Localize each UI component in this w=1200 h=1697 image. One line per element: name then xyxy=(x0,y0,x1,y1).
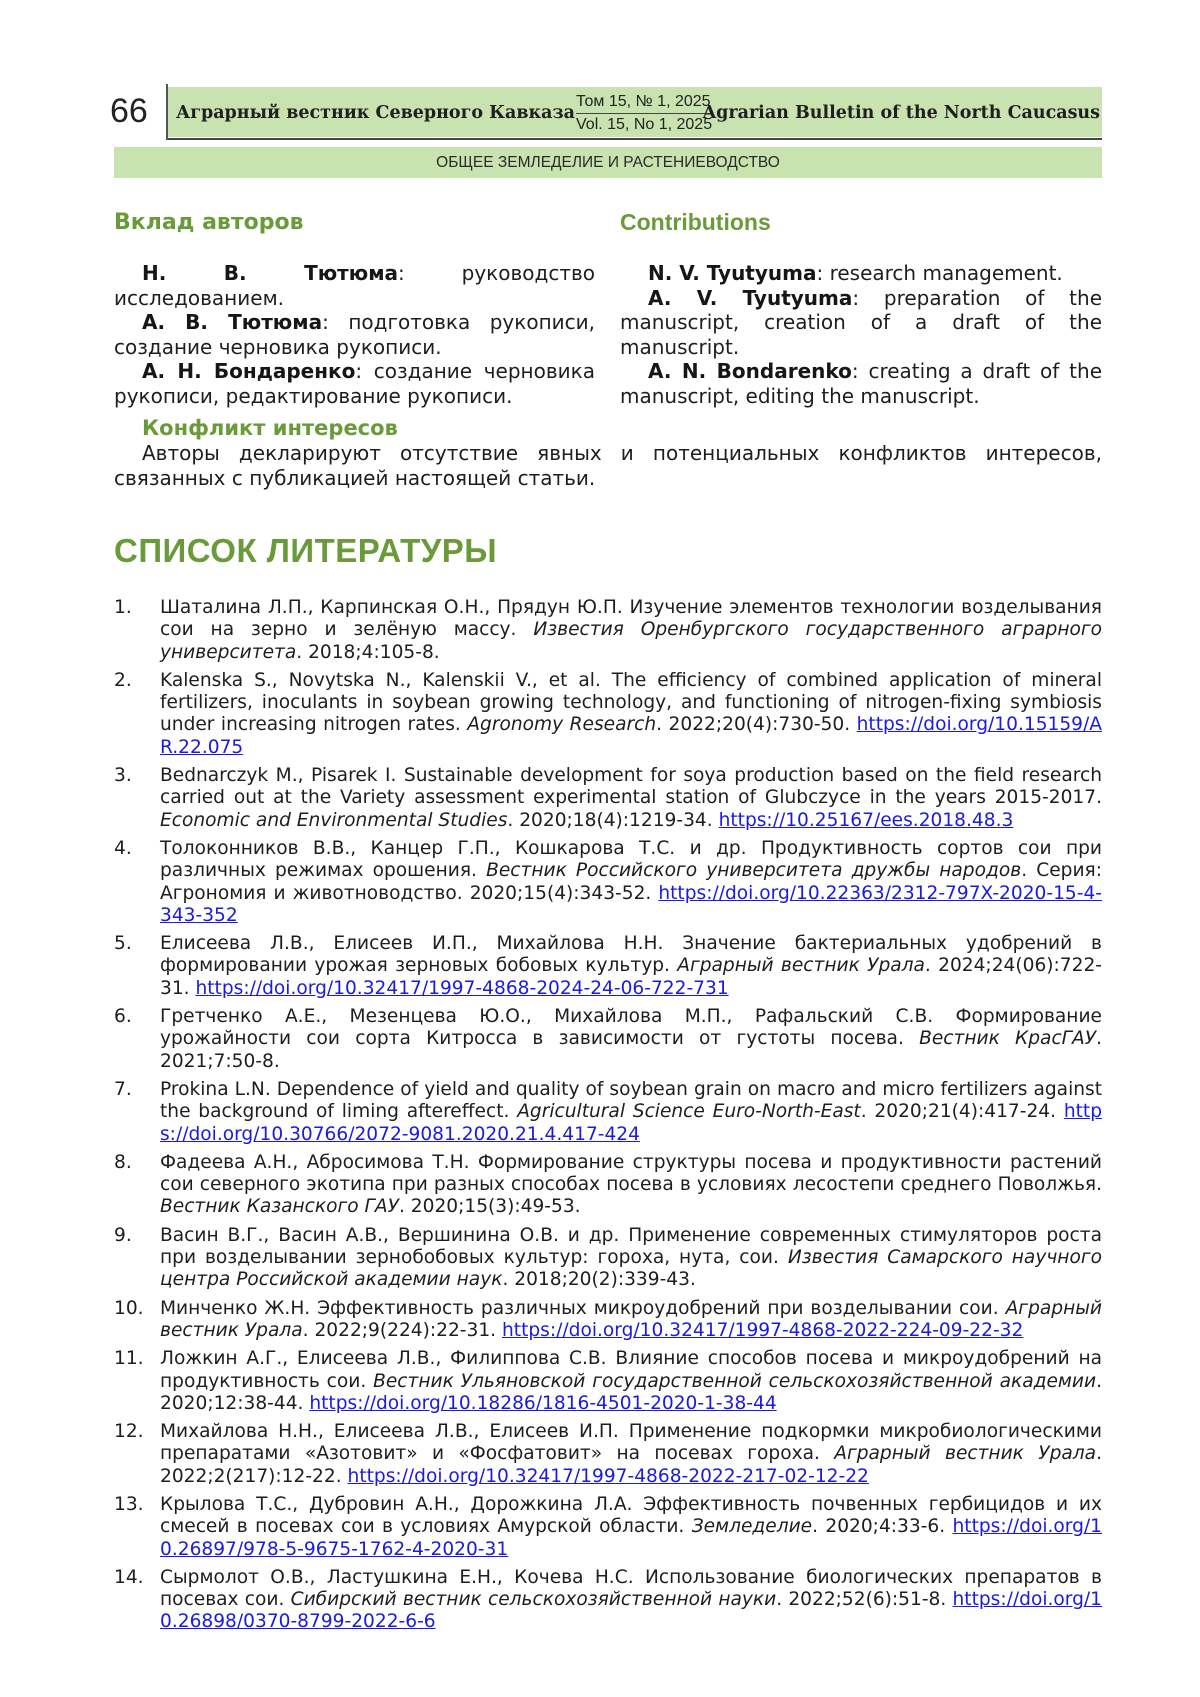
reference-details: . 2022;20(4):730-50. xyxy=(656,714,857,736)
reference-journal: Аграрный вестник Урала xyxy=(160,1297,1102,1341)
reference-authors-title: Bednarczyk M., Pisarek I. Sustainable development for soya production based on the field research carried out at the Variety assessment experimental station of Glubczyce in the years 2015-2017. xyxy=(160,765,1102,809)
reference-details: . 2020;21(4):417-24. xyxy=(860,1101,1064,1123)
reference-authors-title: Фадеева А.Н., Абросимова Т.Н. Формирование структуры посева и продуктивности растений сои северного экотипа при разных способах посева в условиях лесостепи среднего Поволжья. xyxy=(160,1151,1102,1196)
reference-details: . 2021;7:50-8. xyxy=(160,1028,1102,1072)
reference-authors-title: Ложкин А.Г., Елисеева Л.В., Филиппова С.В. Влияние способов посева и микроудобрений на продуктивность сои. xyxy=(160,1348,1102,1392)
reference-number: 1. xyxy=(114,597,132,618)
reference-journal: Аграрный вестник Урала xyxy=(834,1443,1097,1465)
reference-details: . 2020;15(3):49-53. xyxy=(398,1196,581,1218)
reference-number: 5. xyxy=(114,933,132,955)
reference-doi-link[interactable]: https://doi.org/10.15159/AR.22.075 xyxy=(160,714,1102,758)
reference-item xyxy=(114,1298,1102,1343)
reference-item xyxy=(114,1152,1102,1219)
reference-number: 4. xyxy=(114,837,132,859)
journal-title-ru: Аграрный вестник Северного Кавказа xyxy=(176,103,575,123)
reference-details: . Серия: Агрономия и животноводство. 2020;15(4):343-52. xyxy=(160,860,1102,904)
reference-item xyxy=(114,1494,1102,1561)
volume-ru: Том 15, № 1, 2025 xyxy=(576,91,712,114)
contribution-item: A. N. Bondarenko: creating a draft of the manuscript, editing the manuscript. xyxy=(620,359,1102,408)
reference-journal: Agronomy Research xyxy=(467,714,657,736)
reference-number: 8. xyxy=(114,1151,132,1173)
reference-doi-link[interactable]: https://10.25167/ees.2018.48.3 xyxy=(718,809,1014,831)
header-rule xyxy=(168,138,1102,140)
reference-details: . 2020;12:38-44. xyxy=(160,1370,1102,1414)
reference-details: . 2020;18(4):1219-34. xyxy=(507,809,719,831)
reference-authors-title: Васин В.Г., Васин А.В., Вершинина О.В. и др. Применение современных стимуляторов роста при возделывании зернобобовых культур: гороха, нута, сои. xyxy=(160,1224,1102,1269)
reference-details: . 2022;52(6):51-8. xyxy=(776,1589,953,1611)
reference-journal: Вестник Казанского ГАУ xyxy=(160,1196,399,1218)
reference-item xyxy=(114,838,1102,927)
conflict-text: Авторы декларируют отсутствие явных и потенциальных конфликтов интересов, связанных с публикацией настоящей статьи. xyxy=(114,441,1102,490)
reference-journal: Сибирский вестник сельскохозяйственной науки xyxy=(290,1589,777,1611)
reference-item xyxy=(114,597,1102,664)
journal-title-en: Agrarian Bulletin of the North Caucasus xyxy=(702,103,1100,123)
contribution-item: Н. В. Тютюма: руководство исследованием. xyxy=(114,261,595,310)
reference-authors-title: Елисеева Л.В., Елисеев И.П., Михайлова Н.Н. Значение бактериальных удобрений в формировании урожая зерновых бобовых культур. xyxy=(160,933,1102,977)
reference-number: 13. xyxy=(114,1493,144,1515)
reference-details: . 2024;24(06):722-31. xyxy=(160,955,1102,999)
reference-doi-link[interactable]: https://doi.org/10.18286/1816-4501-2020-1-38-44 xyxy=(309,1392,777,1414)
reference-journal: Вестник Российского университета дружбы народов xyxy=(486,860,1022,882)
reference-authors-title: Толоконников В.В., Канцер Г.П., Кошкарова Т.С. и др. Продуктивность сортов сои при различных режимах орошения. xyxy=(160,837,1102,882)
reference-item xyxy=(114,1421,1102,1488)
reference-doi-link[interactable]: https://doi.org/10.22363/2312-797X-2020-15-4-343-352 xyxy=(160,882,1102,926)
reference-number: 11. xyxy=(114,1348,144,1370)
reference-number: 6. xyxy=(114,1006,132,1028)
reference-authors-title: Kalenska S., Novytska N., Kalenskii V., et al. The efficiency of combined application of mineral fertilizers, inoculants in soybean growing technology, and functioning of nitrogen-fixing symbiosis under increasing nitrogen rates. xyxy=(160,669,1102,736)
reference-details: . 2018;20(2):339-43. xyxy=(502,1269,696,1291)
reference-number: 3. xyxy=(114,765,132,787)
reference-doi-link[interactable]: https://doi.org/10.32417/1997-4868-2022-217-02-12-22 xyxy=(347,1465,869,1487)
contributions-heading-ru: Вклад авторов xyxy=(114,210,304,235)
reference-number: 7. xyxy=(114,1078,132,1100)
reference-number: 10. xyxy=(114,1297,144,1319)
contribution-item: А. В. Тютюма: подготовка рукописи, создание черновика рукописи. xyxy=(114,310,595,359)
reference-authors-title: Михайлова Н.Н., Елисеева Л.В., Елисеев И.П. Применение подкормки микробиологическими препаратами «Азотовит» и «Фосфатовит» на посевах гороха. xyxy=(160,1421,1102,1465)
reference-doi-link[interactable]: https://doi.org/10.26898/0370-8799-2022-6-6 xyxy=(160,1589,1103,1633)
reference-authors-title: Крылова Т.С., Дубровин А.Н., Дорожкина Л.А. Эффективность почвенных гербицидов и их смесей в посевах сои в условиях Амурской области. xyxy=(160,1493,1102,1538)
reference-doi-link[interactable]: https://doi.org/10.32417/1997-4868-2024-24-06-722-731 xyxy=(195,977,729,999)
reference-details: . 2022;2(217):12-22. xyxy=(160,1443,1102,1487)
reference-authors-title: Prokina L.N. Dependence of yield and quality of soybean grain on macro and micro fertilizers against the background of liming aftereffect. xyxy=(160,1078,1102,1123)
references-heading: СПИСОК ЛИТЕРАТУРЫ xyxy=(114,532,498,569)
reference-journal: Земледелие xyxy=(691,1516,813,1538)
reference-item xyxy=(114,765,1102,832)
reference-journal: Agricultural Science Euro-North-East xyxy=(517,1101,861,1123)
reference-number: 12. xyxy=(114,1421,144,1443)
page-number: 66 xyxy=(110,92,148,130)
reference-authors-title: Гретченко А.Е., Мезенцева Ю.О., Михайлова М.П., Рафальский С.В. Формирование урожайности сои сорта Китросса в зависимости от густоты посева. xyxy=(160,1006,1102,1050)
reference-authors-title: Шаталина Л.П., Карпинская О.Н., Прядун Ю.П. Изучение элементов технологии возделывания сои на зерно и зелёную массу. xyxy=(160,597,1102,641)
reference-journal: Вестник Ульяновской государственной сельскохозяйственной академии xyxy=(373,1370,1097,1392)
reference-details: . 2020;4:33-6. xyxy=(812,1516,953,1538)
contribution-item: A. V. Tyutyuma: preparation of the manuscript, creation of a draft of the manuscript. xyxy=(620,285,1103,359)
reference-item xyxy=(114,670,1102,759)
reference-number: 14. xyxy=(114,1566,144,1588)
conflict-heading: Конфликт интересов xyxy=(142,416,398,440)
section-title: ОБЩЕЕ ЗЕМЛЕДЕЛИЕ И РАСТЕНИЕВОДСТВО xyxy=(114,147,1102,178)
contribution-item: N. V. Tyutyuma: research management. xyxy=(648,261,1063,285)
reference-authors-title: Минченко Ж.Н. Эффективность различных микроудобрений при возделывании сои. xyxy=(160,1297,1006,1319)
contributions-ru xyxy=(114,261,595,408)
reference-number: 9. xyxy=(114,1224,132,1246)
reference-journal: Economic and Environmental Studies xyxy=(160,809,508,831)
reference-authors-title: Сырмолот О.В., Ластушкина Е.Н., Кочева Н.С. Использование биологических препаратов в посевах сои. xyxy=(160,1566,1102,1611)
references-list xyxy=(114,597,1102,1640)
reference-item xyxy=(114,1567,1102,1634)
reference-journal: Известия Самарского научного центра Российской академии наук xyxy=(160,1247,1102,1291)
reference-doi-link[interactable]: https://doi.org/10.26897/978-5-9675-1762-4-2020-31 xyxy=(160,1516,1102,1560)
reference-details: . 2022;9(224):22-31. xyxy=(302,1319,502,1341)
reference-doi-link[interactable]: https://doi.org/10.32417/1997-4868-2022-224-09-22-32 xyxy=(502,1319,1024,1341)
reference-number: 2. xyxy=(114,669,132,691)
reference-item xyxy=(114,1348,1102,1415)
contributions-en xyxy=(620,261,1102,408)
contribution-item: А. Н. Бондаренко: создание черновика рукописи, редактирование рукописи. xyxy=(114,359,595,408)
reference-item xyxy=(114,1079,1102,1146)
volume-info xyxy=(576,91,712,136)
contributions-heading-en: Contributions xyxy=(620,209,771,235)
reference-journal: Известия Оренбургского государственного аграрного университета xyxy=(160,619,1102,663)
volume-en: Vol. 15, No 1, 2025 xyxy=(576,116,713,133)
reference-journal: Вестник КрасГАУ xyxy=(919,1028,1097,1050)
reference-item xyxy=(114,1225,1102,1292)
reference-item xyxy=(114,1006,1102,1073)
reference-doi-link[interactable]: https://doi.org/10.30766/2072-9081.2020.21.4.417-424 xyxy=(160,1101,1102,1145)
reference-item xyxy=(114,933,1102,1000)
reference-details: . 2018;4:105-8. xyxy=(296,641,440,663)
reference-journal: Аграрный вестник Урала xyxy=(677,955,925,977)
